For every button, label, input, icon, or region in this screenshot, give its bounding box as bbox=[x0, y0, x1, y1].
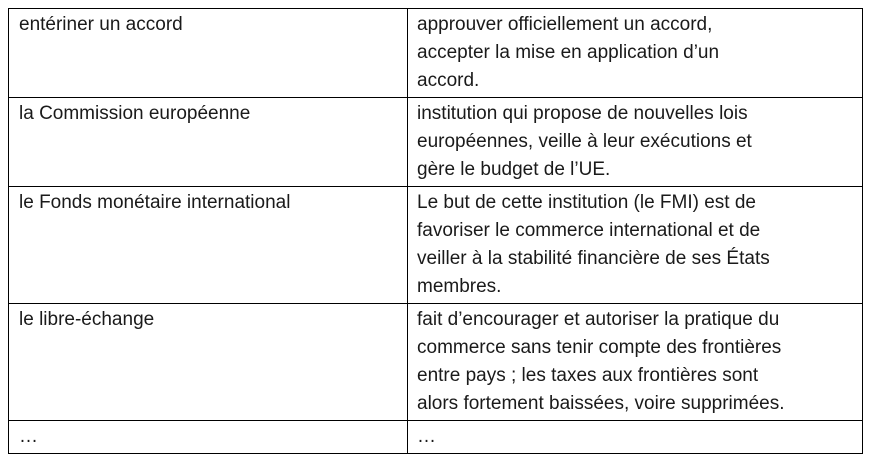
term-cell: la Commission européenne bbox=[9, 98, 408, 187]
term-cell: entériner un accord bbox=[9, 9, 408, 98]
definition-cell: … bbox=[408, 421, 863, 454]
definition-cell: approuver officiellement un accord, accepter la mise en application d’un accord. bbox=[408, 9, 863, 98]
table-row bbox=[9, 187, 863, 304]
definition-cell: fait d’encourager et autoriser la pratique du commerce sans tenir compte des frontières entre pays ; les taxes aux frontières sont alors fortement baissées, voire supprimées. bbox=[408, 304, 863, 421]
term-cell: … bbox=[9, 421, 408, 454]
table-row bbox=[9, 304, 863, 421]
table-row bbox=[9, 421, 863, 454]
definition-cell: Le but de cette institution (le FMI) est de favoriser le commerce international et de veiller à la stabilité financière de ses États membres. bbox=[408, 187, 863, 304]
term-cell: le libre-échange bbox=[9, 304, 408, 421]
table-row bbox=[9, 9, 863, 98]
glossary-table bbox=[8, 8, 863, 454]
term-cell: le Fonds monétaire international bbox=[9, 187, 408, 304]
definition-cell: institution qui propose de nouvelles lois européennes, veille à leur exécutions et gère le budget de l’UE. bbox=[408, 98, 863, 187]
glossary-table-container bbox=[8, 8, 862, 454]
table-row bbox=[9, 98, 863, 187]
